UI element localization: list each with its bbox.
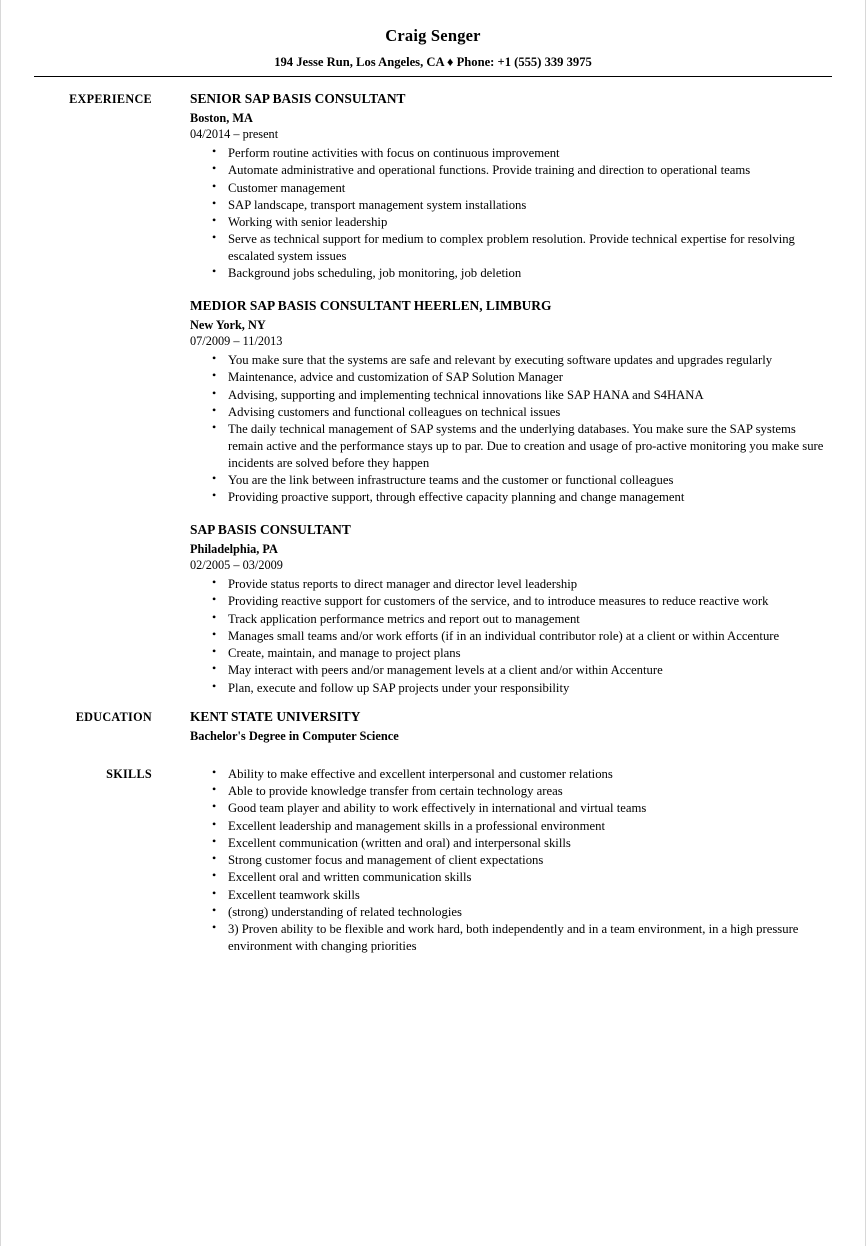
skills-section-body: [152, 766, 832, 955]
candidate-contact: 194 Jesse Run, Los Angeles, CA ♦ Phone: +1 (555) 339 3975: [274, 55, 592, 69]
experience-section-body: [152, 91, 832, 697]
job-dates: 04/2014 – present: [190, 127, 279, 141]
job-bullet: • Background jobs scheduling, job monitoring, job deletion: [212, 265, 832, 282]
job-bullet-list: [190, 576, 832, 696]
job-location: Philadelphia, PA: [190, 542, 278, 557]
job-bullet: • Working with senior leadership: [212, 214, 832, 231]
experience-entry: [190, 91, 832, 282]
job-title: SENIOR SAP BASIS CONSULTANT: [190, 91, 406, 106]
job-bullet: • Create, maintain, and manage to project plans: [212, 645, 832, 662]
skill-bullet: • 3) Proven ability to be flexible and work hard, both independently and in a team environment, in a high pressure environment with changing priorities: [212, 921, 832, 955]
job-bullet: • Automate administrative and operational functions. Provide training and direction to operational teams: [212, 162, 832, 179]
job-title: MEDIOR SAP BASIS CONSULTANT HEERLEN, LIMBURG: [190, 298, 552, 314]
skills-section: [34, 766, 832, 955]
job-dates: 02/2005 – 03/2009: [190, 558, 283, 573]
job-bullet: • Maintenance, advice and customization of SAP Solution Manager: [212, 369, 832, 386]
skills-bullet-list: [190, 766, 832, 955]
skill-bullet: • Able to provide knowledge transfer from certain technology areas: [212, 783, 832, 800]
experience-section: [34, 91, 832, 697]
job-bullet: • Providing reactive support for customers of the service, and to introduce measures to reduce reactive work: [212, 593, 832, 610]
skill-bullet: • Ability to make effective and excellent interpersonal and customer relations: [212, 766, 832, 783]
skills-section-label: SKILLS: [106, 766, 152, 781]
job-bullet: • SAP landscape, transport management system installations: [212, 197, 832, 214]
job-bullet: • Serve as technical support for medium to complex problem resolution. Provide technical expertise for resolving escalated system issues: [212, 231, 832, 265]
job-bullet: • Perform routine activities with focus on continuous improvement: [212, 145, 832, 162]
resume-content: [34, 26, 832, 957]
skill-bullet: • Strong customer focus and management of client expectations: [212, 852, 832, 869]
job-bullet: • Advising customers and functional colleagues on technical issues: [212, 404, 832, 421]
experience-entry: [190, 298, 832, 506]
header-divider: [34, 76, 832, 77]
experience-entry: [190, 522, 832, 696]
job-bullet: • May interact with peers and/or management levels at a client and/or within Accenture: [212, 662, 832, 679]
skill-bullet: • Excellent communication (written and oral) and interpersonal skills: [212, 835, 832, 852]
skill-bullet: • (strong) understanding of related technologies: [212, 904, 832, 921]
job-bullet: • Plan, execute and follow up SAP projects under your responsibility: [212, 680, 832, 697]
skill-bullet: • Excellent oral and written communication skills: [212, 869, 832, 886]
job-dates: 07/2009 – 11/2013: [190, 334, 283, 349]
skill-bullet: • Excellent leadership and management skills in a professional environment: [212, 818, 832, 835]
job-bullet: • Providing proactive support, through effective capacity planning and change management: [212, 489, 832, 506]
job-bullet: • Customer management: [212, 180, 832, 197]
candidate-name: Craig Senger: [385, 26, 481, 45]
job-bullet: • Advising, supporting and implementing technical innovations like SAP HANA and S4HANA: [212, 387, 832, 404]
job-bullet: • The daily technical management of SAP systems and the underlying databases. You make sure the SAP systems remain active and the performance stays up to par. Due to creation and usage of pro-active monitoring you make sure incidents are solved before they happen: [212, 421, 832, 471]
education-degree: Bachelor's Degree in Computer Science: [190, 728, 399, 743]
education-section-label: EDUCATION: [75, 709, 152, 724]
education-section: [34, 709, 832, 744]
job-location: Boston, MA: [190, 111, 253, 125]
experience-section-label: EXPERIENCE: [69, 92, 152, 106]
job-bullet-list: [190, 352, 832, 506]
skill-bullet: • Excellent teamwork skills: [212, 887, 832, 904]
job-bullet-list: [190, 145, 832, 282]
job-bullet: • You make sure that the systems are safe and relevant by executing software updates and upgrades regularly: [212, 352, 832, 369]
job-bullet: • You are the link between infrastructure teams and the customer or functional colleagues: [212, 472, 832, 489]
job-title: SAP BASIS CONSULTANT: [190, 522, 351, 538]
job-bullet: • Manages small teams and/or work efforts (if in an individual contributor role) at a client or within Accenture: [212, 628, 832, 645]
education-school: KENT STATE UNIVERSITY: [190, 708, 361, 724]
job-location: New York, NY: [190, 318, 266, 333]
job-bullet: • Provide status reports to direct manager and director level leadership: [212, 576, 832, 593]
education-section-body: [152, 709, 832, 744]
job-bullet: • Track application performance metrics and report out to management: [212, 611, 832, 628]
skill-bullet: • Good team player and ability to work effectively in international and virtual teams: [212, 800, 832, 817]
